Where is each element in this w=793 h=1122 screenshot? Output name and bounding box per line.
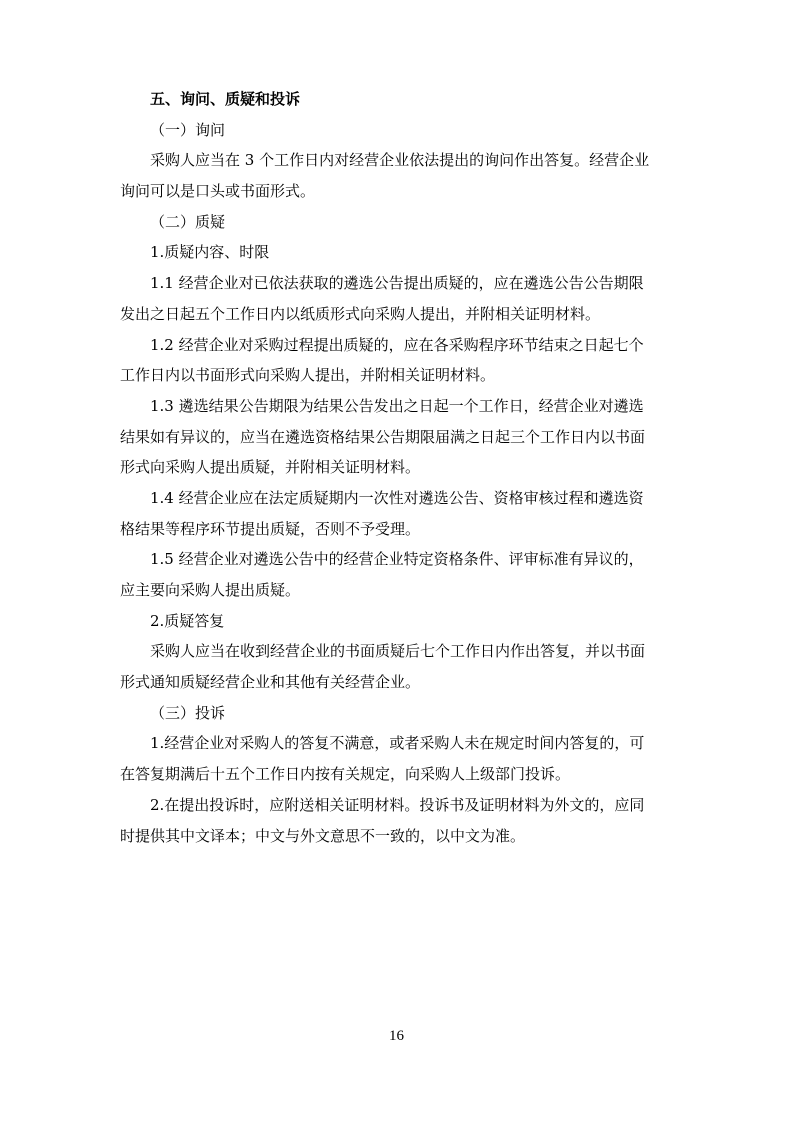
paragraph-line: 采购人应当在收到经营企业的书面质疑后七个工作日内作出答复，并以书面 bbox=[150, 642, 646, 661]
subsection-challenge-heading: （二）质疑 bbox=[150, 212, 226, 231]
clause-1-4 bbox=[120, 483, 676, 544]
subsection-complaint-heading: （三）投诉 bbox=[150, 703, 226, 722]
complaint-clause-1 bbox=[120, 728, 676, 789]
section-title: 五、询问、质疑和投诉 bbox=[150, 90, 301, 108]
paragraph-line: 结果如有异议的，应当在遴选资格结果公告期限届满之日起三个工作日内以书面 bbox=[120, 427, 646, 446]
subsection-inquiry-heading: （一）询问 bbox=[150, 120, 226, 139]
paragraph-line: 询问可以是口头或书面形式。 bbox=[120, 182, 316, 201]
paragraph-line: 发出之日起五个工作日内以纸质形式向采购人提出，并附相关证明材料。 bbox=[120, 304, 601, 323]
paragraph-line: 1.3 遴选结果公告期限为结果公告发出之日起一个工作日，经营企业对遴选 bbox=[150, 396, 644, 415]
paragraph-line: 在答复期满后十五个工作日内按有关规定，向采购人上级部门投诉。 bbox=[120, 765, 571, 784]
page-number: 16 bbox=[389, 1028, 404, 1044]
paragraph-line: 形式向采购人提出质疑，并附相关证明材料。 bbox=[120, 458, 421, 477]
paragraph-line: 1.5 经营企业对遴选公告中的经营企业特定资格条件、评审标准有异议的， bbox=[150, 550, 644, 569]
paragraph-line: 1.经营企业对采购人的答复不满意，或者采购人未在规定时间内答复的，可 bbox=[150, 734, 645, 753]
paragraph-line: 1.1 经营企业对已依法获取的遴选公告提出质疑的，应在遴选公告公告期限 bbox=[150, 274, 644, 293]
clause-1-2 bbox=[120, 330, 676, 391]
paragraph-line: 时提供其中文译本；中文与外文意思不一致的，以中文为准。 bbox=[120, 826, 526, 845]
clause-1-5 bbox=[120, 544, 676, 605]
clause-1-3 bbox=[120, 391, 676, 483]
challenge-content-heading: 1.质疑内容、时限 bbox=[150, 243, 270, 262]
paragraph-line: 2.在提出投诉时，应附送相关证明材料。投诉书及证明材料为外文的，应同 bbox=[150, 795, 645, 814]
paragraph-line: 形式通知质疑经营企业和其他有关经营企业。 bbox=[120, 673, 421, 692]
challenge-reply-paragraph bbox=[120, 636, 676, 697]
challenge-reply-heading: 2.质疑答复 bbox=[150, 611, 225, 630]
clause-1-1 bbox=[120, 268, 676, 329]
paragraph-line: 工作日内以书面形式向采购人提出，并附相关证明材料。 bbox=[120, 366, 496, 385]
paragraph-line: 1.4 经营企业应在法定质疑期内一次性对遴选公告、资格审核过程和遴选资 bbox=[150, 488, 644, 507]
complaint-clause-2 bbox=[120, 790, 676, 851]
paragraph-line: 1.2 经营企业对采购过程提出质疑的，应在各采购程序环节结束之日起七个 bbox=[150, 335, 644, 354]
paragraph-line: 应主要向采购人提出质疑。 bbox=[120, 581, 301, 599]
paragraph-line: 采购人应当在 3 个工作日内对经营企业依法提出的询问作出答复。经营企业 bbox=[150, 151, 650, 170]
document-body bbox=[120, 84, 676, 851]
paragraph-line: 格结果等程序环节提出质疑，否则不予受理。 bbox=[120, 519, 421, 538]
inquiry-paragraph bbox=[120, 145, 676, 206]
